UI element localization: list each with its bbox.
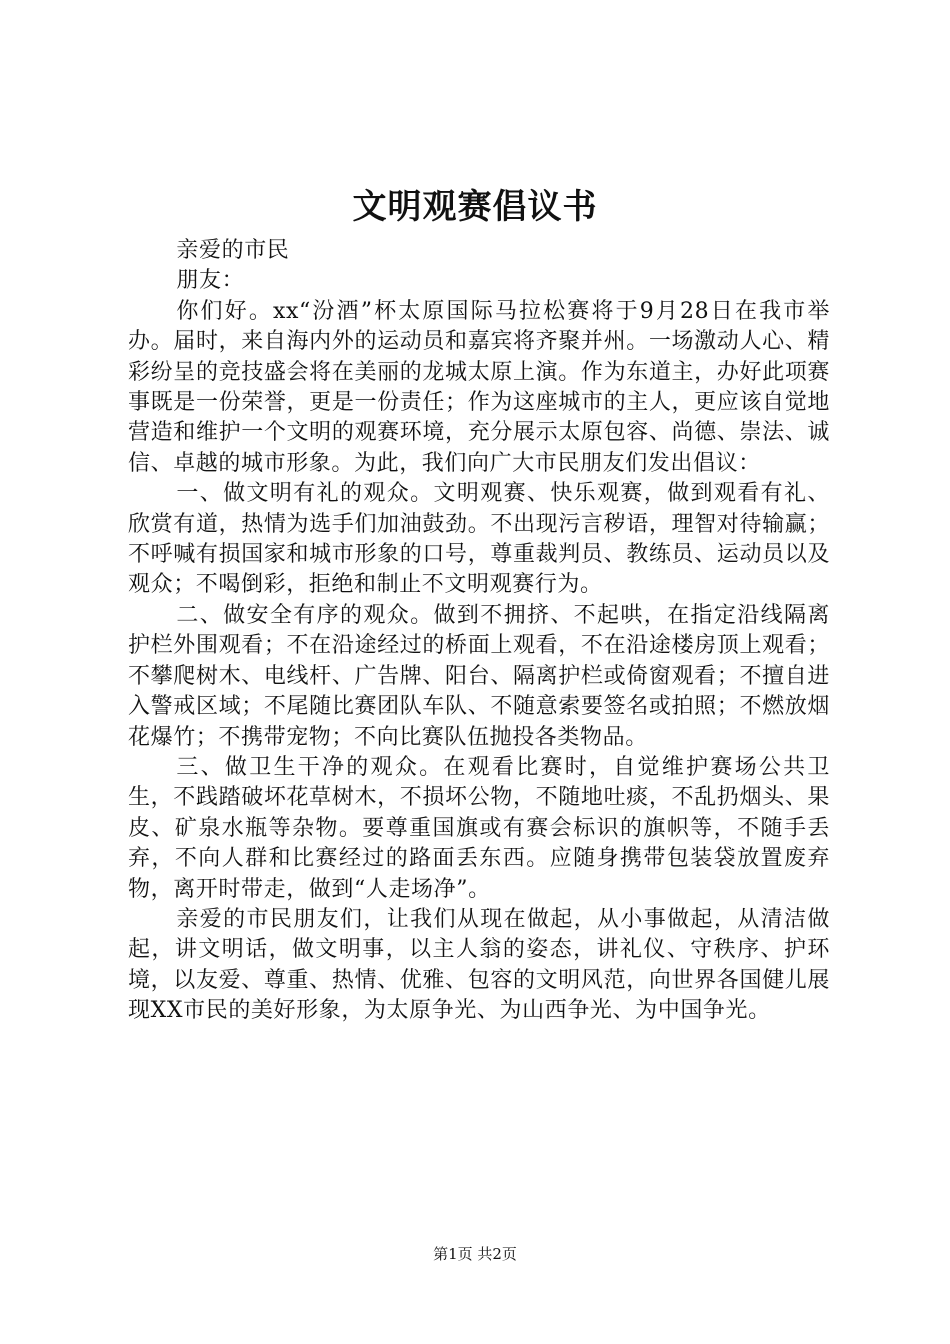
document-title: 文明观赛倡议书 xyxy=(352,187,598,227)
salutation-line-2: 朋友： xyxy=(176,268,245,294)
paragraph-proposal-3: 三、做卫生干净的观众。在观看比赛时，自觉维护赛场公共卫生，不践踏破坏花草树木，不损坏公物，不随地吐痰，不乱扔烟头、果皮、矿泉水瓶等杂物。要尊重国旗或有赛会标识的旗帜等，不随手丢弃，不向人群和比赛经过的路面丢东西。应随身携带包装袋放置废弃物，离开时带走，做到“人走场净”。 xyxy=(128,754,830,902)
page-indicator: 第1页 共2页 xyxy=(433,1245,517,1263)
paragraph-proposal-1: 一、做文明有礼的观众。文明观赛、快乐观赛，做到观看有礼、欣赏有道，热情为选手们加油鼓劲。不出现污言秽语，理智对待输赢；不呼喊有损国家和城市形象的口号，尊重裁判员、教练员、运动员以及观众；不喝倒彩，拒绝和制止不文明观赛行为。 xyxy=(128,481,830,598)
salutation-line-1: 亲爱的市民 xyxy=(176,238,290,263)
paragraph-proposal-2: 二、做安全有序的观众。做到不拥挤、不起哄，在指定沿线隔离护栏外围观看；不在沿途经过的桥面上观看，不在沿途楼房顶上观看；不攀爬树木、电线杆、广告牌、阳台、隔离护栏或倚窗观看；不擅自进入警戒区域；不尾随比赛团队车队、不随意索要签名或拍照；不燃放烟花爆竹；不携带宠物；不向比赛队伍抛投各类物品。 xyxy=(128,602,830,750)
document-body xyxy=(128,236,830,1027)
paragraph-closing: 亲爱的市民朋友们，让我们从现在做起，从小事做起，从清洁做起，讲文明话，做文明事，以主人翁的姿态，讲礼仪、守秩序、护环境，以友爱、尊重、热情、优雅、包容的文明风范，向世界各国健儿展现XX市民的美好形象，为太原争光、为山西争光、为中国争光。 xyxy=(128,906,830,1024)
paragraph-greeting: 你们好。xx“汾酒”杯太原国际马拉松赛将于9月28日在我市举办。届时，来自海内外的运动员和嘉宾将齐聚并州。一场激动人心、精彩纷呈的竞技盛会将在美丽的龙城太原上演。作为东道主，办好此项赛事既是一份荣誉，更是一份责任；作为这座城市的主人，更应该自觉地营造和维护一个文明的观赛环境，充分展示太原包容、尚德、崇法、诚信、卓越的城市形象。为此，我们向广大市民朋友们发出倡议： xyxy=(128,298,830,476)
